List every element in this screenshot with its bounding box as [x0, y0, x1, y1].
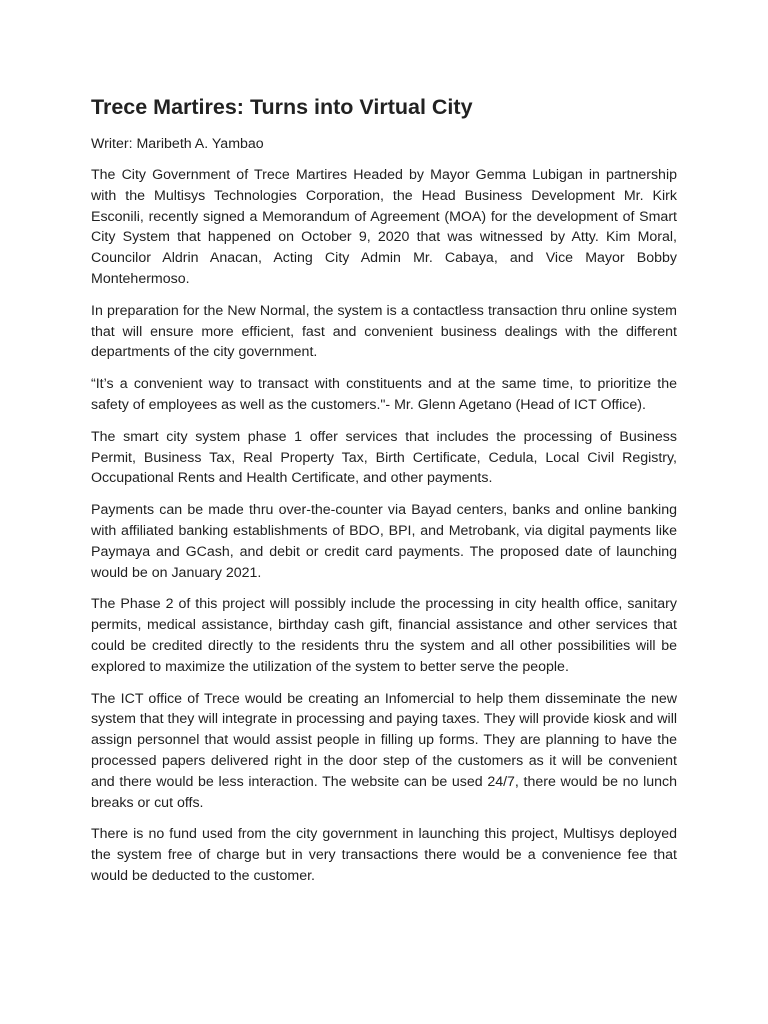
article-paragraph: There is no fund used from the city government in launching this project, Multisys deployed the system free of charge but in very transactions there would be a convenience fee that would be deducted to the customer. — [91, 826, 677, 884]
article-paragraph: The Phase 2 of this project will possibly include the processing in city health office, sanitary permits, medical assistance, birthday cash gift, financial assistance and other services that could be credited directly to the residents thru the system and all other possibilities will be explored to maximize the utilization of the system to better serve the people. — [91, 596, 677, 675]
article-title: Trece Martires: Turns into Virtual City — [91, 95, 473, 119]
article-paragraph: The City Government of Trece Martires Headed by Mayor Gemma Lubigan in partnership with the Multisys Technologies Corporation, the Head Business Development Mr. Kirk Esconili, recently signed a Memorandum of Agreement (MOA) for the development of Smart City System that happened on October 9, 2020 that was witnessed by Atty. Kim Moral, Councilor Aldrin Anacan, Acting City Admin Mr. Cabaya, and Vice Mayor Bobby Montehermoso. — [91, 167, 677, 287]
article-paragraph: “It’s a convenient way to transact with constituents and at the same time, to prioritize the safety of employees as well as the customers."- Mr. Glenn Agetano (Head of ICT Office). — [91, 376, 677, 413]
article-paragraph: The ICT office of Trece would be creating an Infomercial to help them disseminate the new system that they will integrate in processing and paying taxes. They will provide kiosk and will assign personnel that would assist people in filling up forms. They are planning to have the processed papers delivered right in the door step of the customers as it will be convenient and there would be less interaction. The website can be used 24/7, there would be no lunch breaks or cut offs. — [91, 690, 677, 811]
article-paragraph: Payments can be made thru over-the-counter via Bayad centers, banks and online banking with affiliated banking establishments of BDO, BPI, and Metrobank, via digital payments like Paymaya and GCash, and debit or credit card payments. The proposed date of launching would be on January 2021. — [91, 502, 677, 581]
article-paragraph: The smart city system phase 1 offer services that includes the processing of Business Permit, Business Tax, Real Property Tax, Birth Certificate, Cedula, Local Civil Registry, Occupational Rents and Health Certificate, and other payments. — [91, 428, 677, 487]
article-paragraph: In preparation for the New Normal, the system is a contactless transaction thru online system that will ensure more efficient, fast and convenient business dealings with the different departments of the city government. — [91, 302, 677, 361]
article-byline: Writer: Maribeth A. Yambao — [91, 136, 264, 152]
article-body — [91, 92, 677, 898]
